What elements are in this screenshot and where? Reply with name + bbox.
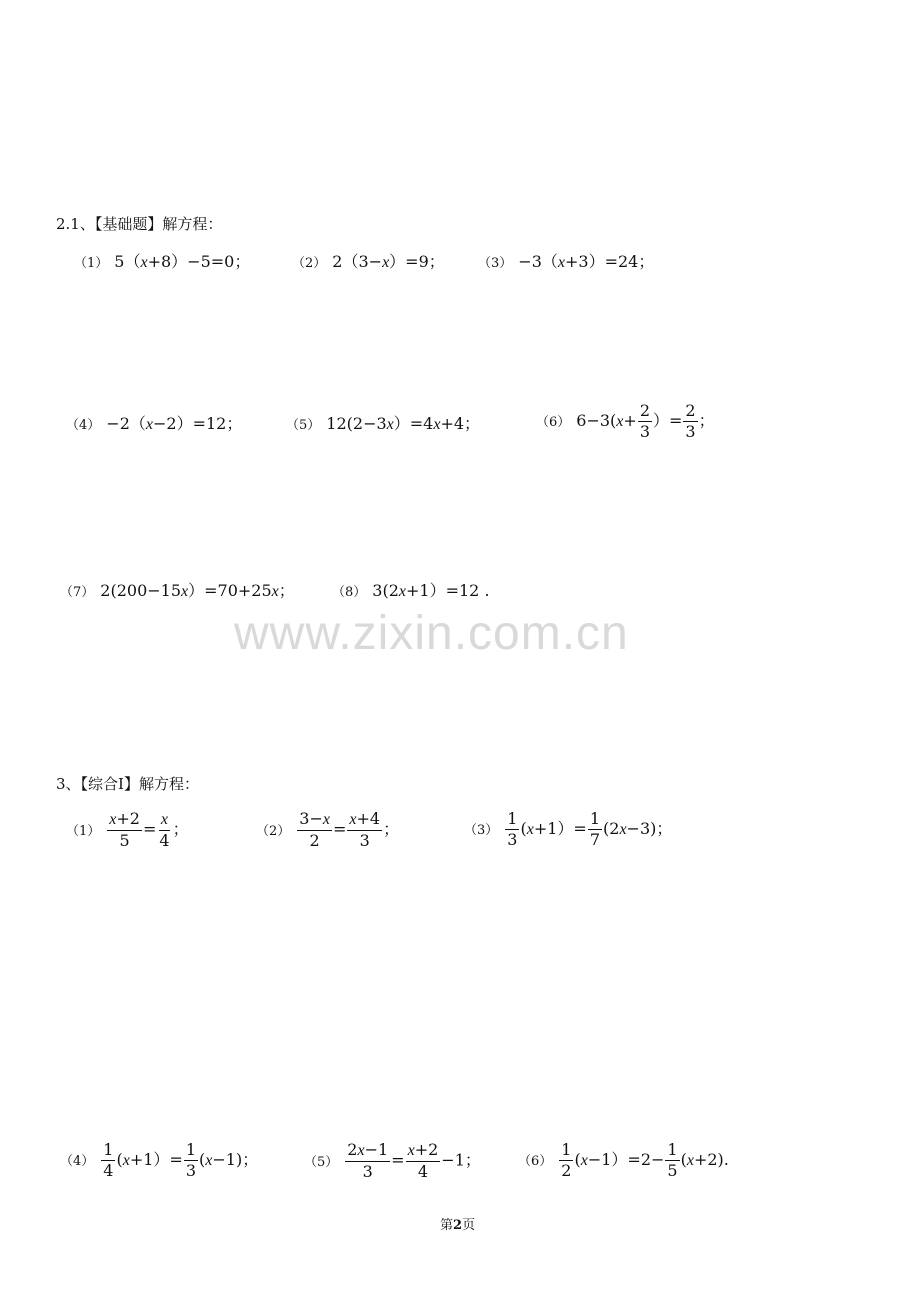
fraction: $\frac{2}{3}$ [639, 401, 650, 441]
problem-2-6: （6） 6−3(x+ $\frac{2}{3}$ ）= $\frac{2}{3}$ ； [536, 401, 715, 441]
problem-2-3: （3） −3（x+3）=24； [478, 252, 655, 271]
problem-2-7: （7） 2(200−15x）=70+25x； [60, 581, 295, 600]
problem-3-3: （3） $\frac{1}{3}$ (x+1）= $\frac{1}{7}$ (2x−3)； [464, 809, 673, 849]
fraction: $\frac{1}{3}$ [185, 1140, 197, 1180]
problem-3-4: （4） $\frac{1}{4}$ (x+1）= $\frac{1}{3}$ (x−1)； [60, 1140, 259, 1180]
fraction: $\frac{1}{2}$ [561, 1140, 572, 1180]
problem-3-6: （6） $\frac{1}{2}$ (x−1）=2− $\frac{1}{5}$ (x+2). [518, 1140, 729, 1180]
fraction: $\frac{1}{5}$ [667, 1140, 678, 1180]
problem-2-4: （4） −2（x−2）=12； [66, 414, 243, 433]
problem-3-5: （5） $\frac{2x-1}{3}$ = $\frac{x+2}{4}$ −1； [304, 1140, 481, 1181]
watermark: www.zixin.com.cn [234, 607, 629, 660]
section-3-title: 3、【综合Ⅰ】解方程： [56, 775, 199, 793]
problem-2-2: （2） 2（3−x）=9； [292, 252, 445, 271]
page-number: 第2页 [440, 1218, 476, 1233]
fraction: $\frac{x+2}{4}$ [407, 1140, 439, 1181]
fraction: $\frac{1}{4}$ [103, 1140, 114, 1180]
fraction: $\frac{1}{3}$ [507, 809, 518, 849]
problem-3-1: （1） $\frac{x+2}{5}$ = $\frac{x}{4}$ ； [66, 809, 189, 850]
fraction: $\frac{x+2}{5}$ [109, 809, 140, 850]
fraction: $\frac{1}{7}$ [589, 809, 601, 849]
problem-2-5: （5） 12(2−3x）=4x+4； [286, 414, 481, 433]
fraction: $\frac{x}{4}$ [159, 811, 170, 850]
problem-3-2: （2） $\frac{3-x}{2}$ = $\frac{x+4}{3}$ ； [256, 809, 400, 850]
fraction: $\frac{2x-1}{3}$ [347, 1140, 389, 1181]
problem-2-1: （1） 5（x+8）−5=0； [74, 252, 251, 271]
fraction: $\frac{3-x}{2}$ [299, 809, 330, 850]
problem-2-8: （8） 3(2x+1）=12 . [332, 581, 490, 600]
section-2-title: 2.1、【基础题】解方程： [56, 215, 223, 233]
fraction: $\frac{x+4}{3}$ [349, 809, 381, 850]
fraction: $\frac{2}{3}$ [685, 401, 696, 441]
